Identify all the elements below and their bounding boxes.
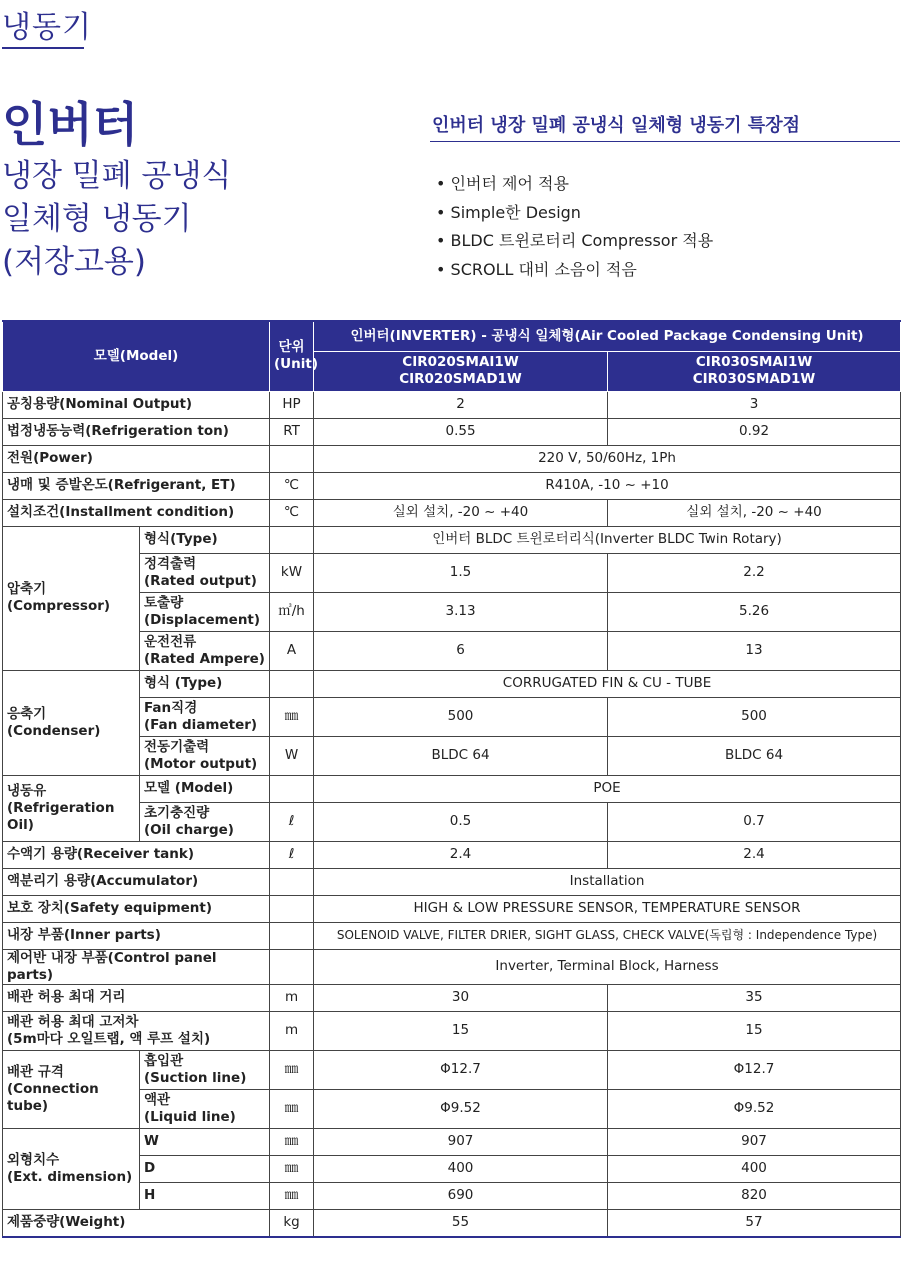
unit-cell: ㎜ bbox=[270, 1050, 314, 1089]
value-b: 35 bbox=[608, 984, 901, 1011]
row-label: 전원(Power) bbox=[3, 445, 270, 472]
value-b: 2.4 bbox=[608, 841, 901, 868]
value-merged: POE bbox=[314, 775, 901, 802]
value-merged: CORRUGATED FIN & CU - TUBE bbox=[314, 670, 901, 697]
value-a: BLDC 64 bbox=[314, 736, 608, 775]
value-a: 907 bbox=[314, 1128, 608, 1155]
value-b: 15 bbox=[608, 1011, 901, 1050]
sub-label: W bbox=[140, 1128, 270, 1155]
unit-cell bbox=[270, 670, 314, 697]
table-row bbox=[3, 526, 901, 553]
value-a: 500 bbox=[314, 697, 608, 736]
unit-cell: ℃ bbox=[270, 472, 314, 499]
unit-cell: W bbox=[270, 736, 314, 775]
value-a: 3.13 bbox=[314, 592, 608, 631]
sub-label: 모델 (Model) bbox=[140, 775, 270, 802]
sub-label: 형식 (Type) bbox=[140, 670, 270, 697]
row-label: 보호 장치(Safety equipment) bbox=[3, 895, 270, 922]
table-row bbox=[3, 775, 901, 802]
value-a: 실외 설치, -20 ~ +40 bbox=[314, 499, 608, 526]
table-row bbox=[3, 391, 901, 418]
value-a: Φ9.52 bbox=[314, 1089, 608, 1128]
value-a: 30 bbox=[314, 984, 608, 1011]
unit-cell: kg bbox=[270, 1209, 314, 1237]
value-a: 2.4 bbox=[314, 841, 608, 868]
unit-cell: ㎜ bbox=[270, 1182, 314, 1209]
sub-label: 초기충진량 (Oil charge) bbox=[140, 802, 270, 841]
value-merged: HIGH & LOW PRESSURE SENSOR, TEMPERATURE SENSOR bbox=[314, 895, 901, 922]
value-b: BLDC 64 bbox=[608, 736, 901, 775]
unit-cell: ℓ bbox=[270, 841, 314, 868]
value-b: 5.26 bbox=[608, 592, 901, 631]
unit-cell: m bbox=[270, 1011, 314, 1050]
value-b: 57 bbox=[608, 1209, 901, 1237]
value-a: Φ12.7 bbox=[314, 1050, 608, 1089]
value-a: 0.55 bbox=[314, 418, 608, 445]
sub-label: D bbox=[140, 1155, 270, 1182]
feature-item: • Simple한 Design bbox=[436, 199, 713, 228]
row-label: 제어반 내장 부품(Control panel parts) bbox=[3, 949, 270, 984]
sub-label: 토출량 (Displacement) bbox=[140, 592, 270, 631]
row-label: 제품중량(Weight) bbox=[3, 1209, 270, 1237]
unit-cell: ㎜ bbox=[270, 697, 314, 736]
unit-cell: RT bbox=[270, 418, 314, 445]
sub-label: 형식(Type) bbox=[140, 526, 270, 553]
value-a: 55 bbox=[314, 1209, 608, 1237]
row-label: 액분리기 용량(Accumulator) bbox=[3, 868, 270, 895]
header-unit: 단위 (Unit) bbox=[270, 321, 314, 391]
unit-cell: A bbox=[270, 631, 314, 670]
value-b: 13 bbox=[608, 631, 901, 670]
group-label-compressor: 압축기 (Compressor) bbox=[3, 526, 140, 670]
table-row bbox=[3, 868, 901, 895]
unit-cell bbox=[270, 922, 314, 949]
row-label: 수액기 용량(Receiver tank) bbox=[3, 841, 270, 868]
unit-cell bbox=[270, 895, 314, 922]
value-b: 500 bbox=[608, 697, 901, 736]
sub-label: Fan직경 (Fan diameter) bbox=[140, 697, 270, 736]
group-label-dimension: 외형치수 (Ext. dimension) bbox=[3, 1128, 140, 1209]
subtitle-line: 일체형 냉동기 bbox=[2, 201, 192, 237]
unit-cell bbox=[270, 526, 314, 553]
header-model-a: CIR020SMAI1W CIR020SMAD1W bbox=[314, 351, 608, 391]
value-b: 0.92 bbox=[608, 418, 901, 445]
value-b: Φ12.7 bbox=[608, 1050, 901, 1089]
value-b: 실외 설치, -20 ~ +40 bbox=[608, 499, 901, 526]
sub-label: H bbox=[140, 1182, 270, 1209]
sub-label: 흡입관 (Suction line) bbox=[140, 1050, 270, 1089]
sub-label: 액관 (Liquid line) bbox=[140, 1089, 270, 1128]
value-merged: SOLENOID VALVE, FILTER DRIER, SIGHT GLASS, CHECK VALVE(독립형 : Independence Type) bbox=[314, 922, 901, 949]
value-b: 3 bbox=[608, 391, 901, 418]
value-b: 0.7 bbox=[608, 802, 901, 841]
value-a: 690 bbox=[314, 1182, 608, 1209]
unit-cell bbox=[270, 445, 314, 472]
table-row bbox=[3, 472, 901, 499]
feature-item: • SCROLL 대비 소음이 적음 bbox=[436, 256, 713, 285]
header-model-b: CIR030SMAI1W CIR030SMAD1W bbox=[608, 351, 901, 391]
table-row bbox=[3, 1128, 901, 1155]
value-b: 2.2 bbox=[608, 553, 901, 592]
features-title: 인버터 냉장 밀폐 공냉식 일체형 냉동기 특장점 bbox=[432, 115, 800, 136]
value-a: 6 bbox=[314, 631, 608, 670]
value-b: Φ9.52 bbox=[608, 1089, 901, 1128]
group-label-oil: 냉동유 (Refrigeration Oil) bbox=[3, 775, 140, 841]
unit-cell: ℃ bbox=[270, 499, 314, 526]
sub-label: 전동기출력 (Motor output) bbox=[140, 736, 270, 775]
table-row bbox=[3, 984, 901, 1011]
unit-cell: HP bbox=[270, 391, 314, 418]
value-a: 15 bbox=[314, 1011, 608, 1050]
value-merged: Installation bbox=[314, 868, 901, 895]
table-row bbox=[3, 670, 901, 697]
value-a: 400 bbox=[314, 1155, 608, 1182]
table-row bbox=[3, 499, 901, 526]
row-label: 법정냉동능력(Refrigeration ton) bbox=[3, 418, 270, 445]
value-a: 0.5 bbox=[314, 802, 608, 841]
page-subtitle bbox=[2, 155, 231, 284]
table-row bbox=[3, 922, 901, 949]
category-underline bbox=[2, 47, 84, 49]
subtitle-line: 냉장 밀폐 공냉식 bbox=[2, 158, 232, 194]
sub-label: 운전전류 (Rated Ampere) bbox=[140, 631, 270, 670]
value-a: 1.5 bbox=[314, 553, 608, 592]
value-b: 907 bbox=[608, 1128, 901, 1155]
row-label: 냉매 및 증발온도(Refrigerant, ET) bbox=[3, 472, 270, 499]
features-list bbox=[436, 170, 713, 284]
row-label: 내장 부품(Inner parts) bbox=[3, 922, 270, 949]
unit-cell: ㎥/h bbox=[270, 592, 314, 631]
table-row bbox=[3, 841, 901, 868]
group-label-condenser: 응축기(Condenser) bbox=[3, 670, 140, 775]
features-divider bbox=[430, 141, 900, 142]
row-label: 배관 허용 최대 거리 bbox=[3, 984, 270, 1011]
table-row bbox=[3, 1050, 901, 1089]
table-row bbox=[3, 1209, 901, 1237]
unit-cell bbox=[270, 949, 314, 984]
page-title: 인버터 bbox=[2, 98, 139, 153]
spec-table bbox=[2, 320, 901, 1238]
unit-cell: kW bbox=[270, 553, 314, 592]
table-row bbox=[3, 895, 901, 922]
subtitle-line: (저장고용) bbox=[2, 244, 146, 280]
value-b: 820 bbox=[608, 1182, 901, 1209]
value-merged: 인버터 BLDC 트윈로터리식(Inverter BLDC Twin Rotary) bbox=[314, 526, 901, 553]
row-label: 공칭용량(Nominal Output) bbox=[3, 391, 270, 418]
header-model: 모델(Model) bbox=[3, 321, 270, 391]
value-merged: 220 V, 50/60Hz, 1Ph bbox=[314, 445, 901, 472]
value-b: 400 bbox=[608, 1155, 901, 1182]
sub-label: 정격출력 (Rated output) bbox=[140, 553, 270, 592]
row-label: 설치조건(Installment condition) bbox=[3, 499, 270, 526]
unit-cell: ㎜ bbox=[270, 1155, 314, 1182]
unit-cell: ℓ bbox=[270, 802, 314, 841]
unit-cell: m bbox=[270, 984, 314, 1011]
unit-cell: ㎜ bbox=[270, 1128, 314, 1155]
table-row bbox=[3, 949, 901, 984]
table-row bbox=[3, 1011, 901, 1050]
feature-item: • 인버터 제어 적용 bbox=[436, 170, 713, 199]
feature-item: • BLDC 트윈로터리 Compressor 적용 bbox=[436, 227, 713, 256]
category-label: 냉동기 bbox=[2, 10, 92, 45]
header-group-title: 인버터(INVERTER) - 공냉식 일체형(Air Cooled Package Condensing Unit) bbox=[314, 321, 901, 351]
value-merged: R410A, -10 ~ +10 bbox=[314, 472, 901, 499]
value-merged: Inverter, Terminal Block, Harness bbox=[314, 949, 901, 984]
row-label: 배관 허용 최대 고저차 (5m마다 오일트랩, 액 루프 설치) bbox=[3, 1011, 270, 1050]
unit-cell bbox=[270, 775, 314, 802]
unit-cell bbox=[270, 868, 314, 895]
group-label-tube: 배관 규격 (Connection tube) bbox=[3, 1050, 140, 1128]
value-a: 2 bbox=[314, 391, 608, 418]
unit-cell: ㎜ bbox=[270, 1089, 314, 1128]
table-row bbox=[3, 445, 901, 472]
table-row bbox=[3, 418, 901, 445]
